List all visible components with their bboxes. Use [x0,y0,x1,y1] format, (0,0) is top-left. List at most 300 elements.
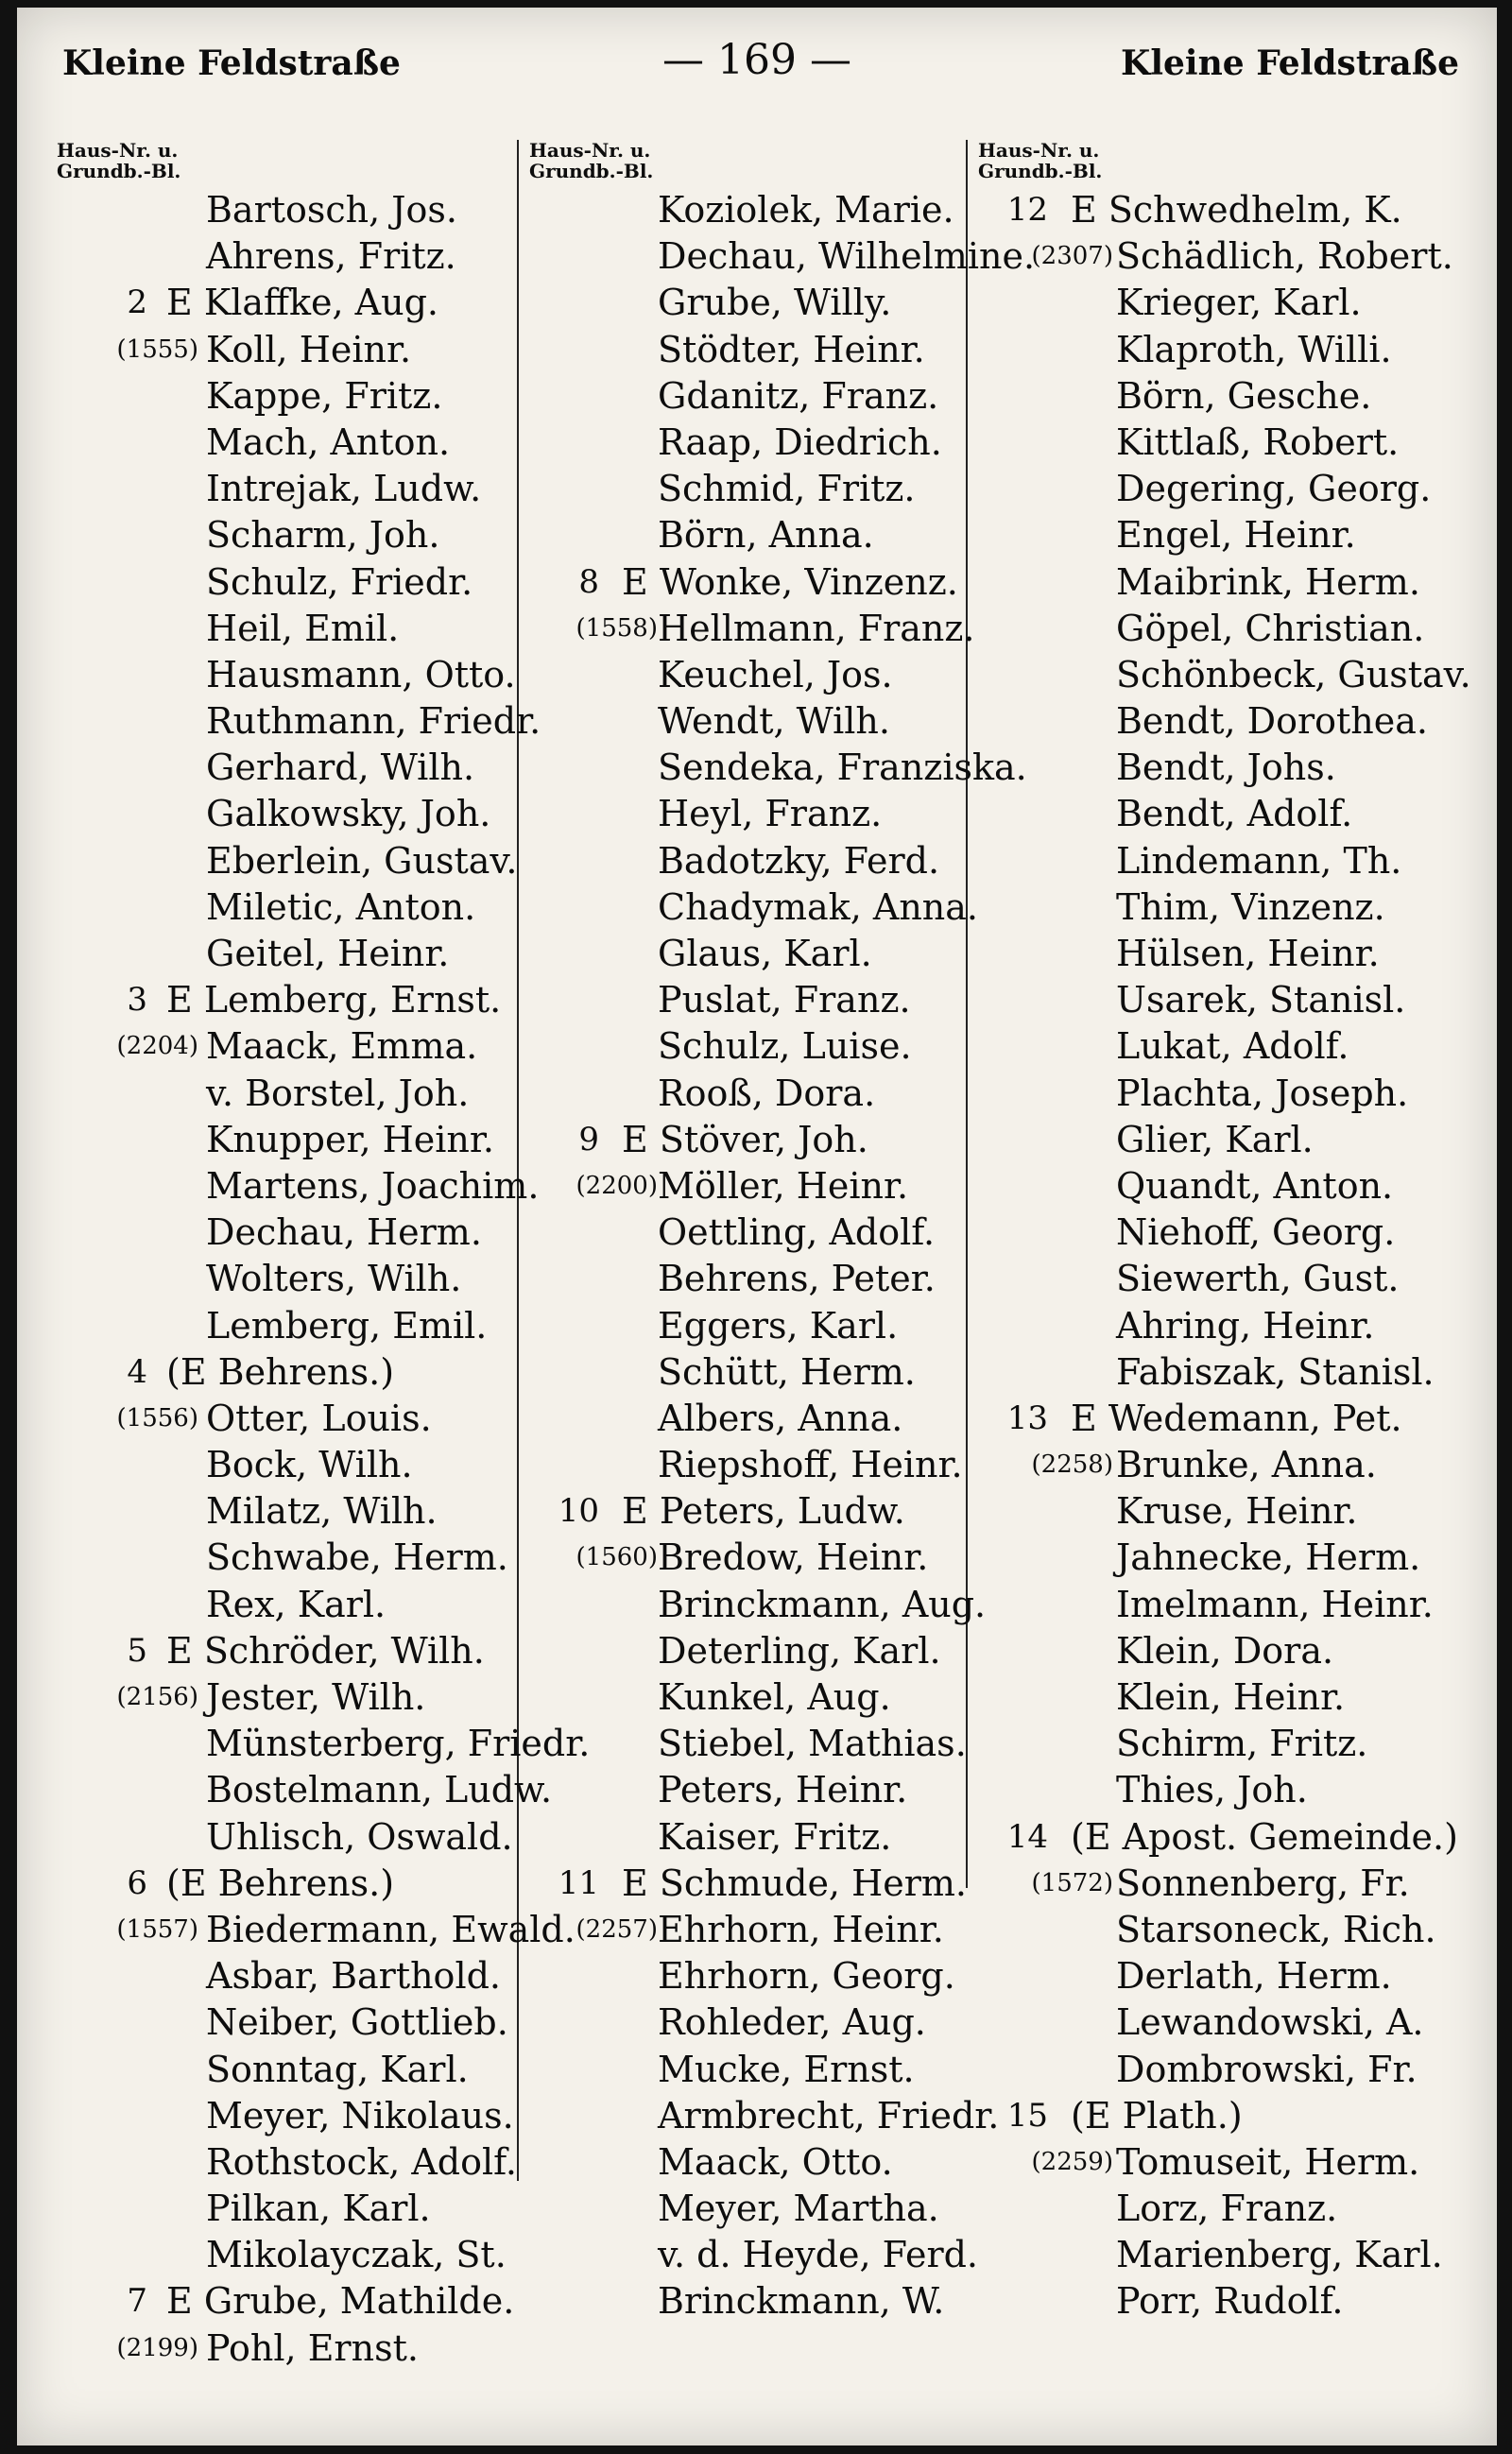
directory-row [967,2186,1477,2232]
column-heading-line1: Haus-Nr. u. [57,139,179,162]
directory-row [518,1442,990,1488]
directory-row [967,1256,1477,1302]
directory-row [45,1163,540,1210]
resident-name: Schirm, Fritz. [1116,1723,1368,1765]
directory-row [967,1953,1477,1999]
directory-row [967,373,1477,420]
directory-row [967,187,1477,233]
resident-name: Kruse, Heinr. [1116,1490,1358,1533]
resident-name: Rothstock, Adolf. [206,2140,517,2183]
resident-name: Bostelmann, Ludw. [206,1769,553,1811]
resident-name: Kaiser, Fritz. [658,1815,892,1858]
resident-name: Eberlein, Gustav. [206,839,518,882]
directory-row [518,931,990,977]
directory-row [967,1023,1477,1070]
directory-row [518,420,990,466]
resident-name: Starsoneck, Rich. [1116,1908,1436,1950]
land-register-number: (1555) [116,335,198,364]
resident-name: Asbar, Barthold. [206,1955,501,1998]
directory-row [518,512,990,558]
directory-row [518,2186,990,2232]
resident-name: Schädlich, Robert. [1116,235,1453,278]
resident-name: Möller, Heinr. [658,1164,909,1207]
directory-row [967,698,1477,745]
directory-row [967,884,1477,931]
resident-name: Eggers, Karl. [658,1304,899,1347]
directory-row [518,1349,990,1396]
directory-row [967,1535,1477,1581]
owner-entry: E Schmude, Herm. [622,1862,967,1904]
directory-row [518,373,990,420]
resident-name: Porr, Rudolf. [1116,2280,1344,2323]
directory-row [967,931,1477,977]
owner-entry: E Stöver, Joh. [622,1118,868,1160]
resident-name: Maibrink, Herm. [1116,560,1420,603]
resident-name: Ehrhorn, Heinr. [658,1908,944,1950]
directory-row [967,1442,1477,1488]
directory-row [518,2232,990,2278]
resident-name: Riepshoff, Heinr. [658,1444,963,1486]
land-register-number: (1556) [116,1403,198,1433]
directory-row [45,606,537,652]
resident-name: Sonnenberg, Fr. [1116,1862,1410,1904]
resident-name: Gdanitz, Franz. [658,374,939,417]
entry-list [967,187,1477,2325]
directory-row [45,1535,537,1581]
directory-row [967,2139,1477,2186]
resident-name: Grube, Willy. [658,282,892,324]
directory-row [45,2232,537,2278]
resident-name: Hellmann, Franz. [658,607,975,649]
resident-name: Göpel, Christian. [1116,607,1425,649]
owner-entry: E Schröder, Wilh. [166,1629,485,1672]
resident-name: Brunke, Anna. [1116,1444,1377,1486]
resident-name: Schulz, Friedr. [206,560,473,603]
resident-name: Rohleder, Aug. [658,2001,926,2044]
resident-name: Ahrens, Fritz. [206,235,456,278]
resident-name: Milatz, Wilh. [206,1490,438,1533]
directory-row [45,1953,537,1999]
resident-name: Sonntag, Karl. [206,2048,469,2090]
directory-row [45,2093,537,2139]
directory-row [45,1861,537,1907]
resident-name: Miletic, Anton. [206,885,476,928]
directory-row [45,373,537,420]
resident-name: Heil, Emil. [206,607,400,649]
resident-name: Deterling, Karl. [658,1629,941,1672]
directory-row [967,606,1477,652]
resident-name: Intrejak, Ludw. [206,468,482,510]
resident-name: Meyer, Nikolaus. [206,2094,514,2137]
resident-name: v. d. Heyde, Ferd. [658,2234,979,2276]
house-number: 3 [127,981,147,1020]
column-heading-line1: Haus-Nr. u. [529,139,651,162]
directory-row [518,1535,990,1581]
house-number: 12 [1006,191,1048,229]
directory-row [45,1071,537,1117]
directory-row [45,280,537,326]
directory-row [518,1210,990,1256]
resident-name: Raap, Diedrich. [658,420,942,463]
directory-row [45,1582,537,1628]
owner-entry: E Grube, Mathilde. [166,2280,515,2323]
directory-row [45,2047,537,2093]
resident-name: Biedermann, Ewald. [206,1908,576,1950]
directory-row [518,1674,990,1721]
directory-row [518,233,1036,280]
resident-name: Mach, Anton. [206,420,451,463]
directory-row [967,1163,1477,1210]
directory-row [967,1582,1477,1628]
directory-row [518,187,990,233]
resident-name: Dechau, Wilhelmine. [658,235,1036,278]
directory-row [967,280,1477,326]
owner-entry: (E Behrens.) [166,1862,395,1904]
directory-row [967,1907,1477,1953]
directory-row [518,1582,990,1628]
resident-name: Klein, Dora. [1116,1629,1334,1672]
resident-name: Plachta, Joseph. [1116,1072,1409,1114]
directory-row [518,2139,990,2186]
directory-row [518,745,1027,791]
directory-row [518,791,990,837]
resident-name: Schütt, Herm. [658,1350,916,1393]
directory-row [967,1721,1477,1767]
land-register-number: (1558) [576,613,658,643]
resident-name: Thies, Joh. [1116,1769,1308,1811]
directory-row [967,1210,1477,1256]
house-number: 10 [558,1492,599,1531]
resident-name: Koll, Heinr. [206,328,412,370]
directory-row [45,1442,537,1488]
resident-name: Brinckmann, Aug. [658,1583,987,1625]
directory-row [45,1814,537,1861]
directory-row [518,280,990,326]
resident-name: Jester, Wilh. [206,1676,426,1718]
resident-name: Stiebel, Mathias. [658,1723,967,1765]
directory-row [45,1907,576,1953]
directory-row [967,1628,1477,1674]
resident-name: Scharm, Joh. [206,514,440,557]
land-register-number: (2156) [116,1683,198,1711]
directory-row [518,977,990,1023]
owner-entry: E Schwedhelm, K. [1071,189,1402,231]
resident-name: Siewerth, Gust. [1116,1258,1400,1300]
resident-name: Uhlisch, Oswald. [206,1815,513,1858]
land-register-number: (2204) [116,1032,198,1061]
directory-row [45,745,537,791]
resident-name: Lukat, Adolf. [1116,1025,1349,1068]
directory-row [45,2278,537,2325]
directory-row [45,652,537,698]
directory-row [45,2186,537,2232]
directory-row [45,233,537,280]
resident-name: Fabiszak, Stanisl. [1116,1350,1435,1393]
directory-row [45,1210,537,1256]
directory-row [45,931,537,977]
directory-row [967,233,1477,280]
directory-page [17,8,1497,2445]
resident-name: Sendeka, Franziska. [658,746,1027,789]
resident-name: Neiber, Gottlieb. [206,2001,508,2044]
directory-row [518,1117,990,1163]
directory-row [518,698,990,745]
owner-entry: (E Apost. Gemeinde.) [1071,1815,1458,1858]
column-heading-line2: Grundb.-Bl. [978,160,1103,182]
resident-name: Ahring, Heinr. [1116,1304,1375,1347]
resident-name: Lemberg, Emil. [206,1304,488,1347]
resident-name: Glier, Karl. [1116,1118,1314,1160]
directory-row [45,327,537,373]
resident-name: Schwabe, Herm. [206,1536,508,1579]
directory-row [45,1488,537,1535]
resident-name: Hausmann, Otto. [206,653,516,695]
column-heading [518,140,990,187]
directory-row [518,1163,990,1210]
resident-name: Derlath, Herm. [1116,1955,1392,1998]
directory-row [45,1117,537,1163]
directory-row [967,1767,1477,1813]
directory-row [518,327,990,373]
resident-name: Quandt, Anton. [1116,1164,1394,1207]
resident-name: Kittlaß, Robert. [1116,420,1400,463]
house-number: 6 [127,1863,147,1902]
directory-row [967,2278,1477,2325]
directory-row [967,512,1477,558]
owner-entry: E Klaffke, Aug. [166,282,439,324]
directory-row [967,2093,1477,2139]
directory-row [518,1023,990,1070]
directory-row [967,791,1477,837]
directory-row [967,559,1477,606]
directory-row [967,1814,1477,1861]
house-number: 2 [127,283,147,322]
resident-name: Galkowsky, Joh. [206,793,491,835]
directory-row [518,2047,990,2093]
resident-name: Armbrecht, Friedr. [658,2094,1000,2137]
column-heading-line2: Grundb.-Bl. [57,160,181,182]
resident-name: Dechau, Herm. [206,1211,482,1254]
directory-row [967,1999,1477,2046]
owner-entry: E Peters, Ludw. [622,1490,905,1533]
resident-name: Lorz, Franz. [1116,2188,1338,2230]
resident-name: v. Borstel, Joh. [206,1072,470,1114]
resident-name: Börn, Anna. [658,514,874,557]
column-heading [45,140,537,187]
resident-name: Thim, Vinzenz. [1116,885,1385,928]
resident-name: Bendt, Adolf. [1116,793,1353,835]
resident-name: Niehoff, Georg. [1116,1211,1396,1254]
land-register-number: (1572) [1031,1868,1113,1897]
resident-name: Maack, Emma. [206,1025,478,1068]
resident-name: Geitel, Heinr. [206,933,450,974]
directory-row [518,606,990,652]
directory-row [45,1721,591,1767]
directory-row [518,1999,990,2046]
resident-name: Stödter, Heinr. [658,328,925,370]
directory-row [45,559,537,606]
resident-name: Klein, Heinr. [1116,1676,1346,1718]
resident-name: Badotzky, Ferd. [658,839,940,882]
directory-row [967,2232,1477,2278]
directory-row [45,2139,537,2186]
owner-entry: E Wonke, Vinzenz. [622,560,958,603]
land-register-number: (2257) [576,1914,658,1944]
resident-name: Schönbeck, Gustav. [1116,653,1471,695]
resident-name: Knupper, Heinr. [206,1118,494,1160]
directory-row [45,1023,537,1070]
owner-entry: E Lemberg, Ernst. [166,979,502,1021]
resident-name: Pilkan, Karl. [206,2188,431,2230]
land-register-number: (2259) [1031,2147,1113,2176]
directory-row [45,977,537,1023]
resident-name: Bartosch, Jos. [206,189,457,231]
column-3 [967,140,1477,2417]
resident-name: Rooß, Dora. [658,1072,876,1114]
land-register-number: (2258) [1031,1450,1113,1480]
resident-name: Albers, Anna. [658,1397,903,1439]
resident-name: Börn, Gesche. [1116,374,1372,417]
resident-name: Lindemann, Th. [1116,839,1402,882]
directory-row [518,838,990,884]
directory-row [518,1303,990,1349]
resident-name: Schulz, Luise. [658,1025,912,1068]
resident-name: Glaus, Karl. [658,933,872,974]
directory-row [967,652,1477,698]
resident-name: Otter, Louis. [206,1397,432,1439]
resident-name: Heyl, Franz. [658,793,883,835]
resident-name: Bendt, Johs. [1116,746,1336,789]
resident-name: Hülsen, Heinr. [1116,933,1380,974]
land-register-number: (1560) [576,1543,658,1572]
resident-name: Chadymak, Anna. [658,885,978,928]
resident-name: Dombrowski, Fr. [1116,2048,1418,2090]
house-number: 14 [1006,1817,1048,1856]
resident-name: Wolters, Wilh. [206,1258,462,1300]
resident-name: Klaproth, Willi. [1116,328,1392,370]
house-number: 4 [127,1352,147,1391]
running-header-left: Kleine Feldstraße [62,43,401,83]
directory-row [518,1256,990,1302]
directory-row [45,1999,537,2046]
house-number: 5 [127,1631,147,1670]
house-number: 15 [1006,2096,1048,2135]
resident-name: Rex, Karl. [206,1583,387,1625]
resident-name: Behrens, Peter. [658,1258,936,1300]
resident-name: Kunkel, Aug. [658,1676,891,1718]
directory-row [45,1396,537,1442]
directory-row [45,698,541,745]
page-number: — 169 — [662,36,851,84]
directory-row [967,838,1477,884]
directory-row [45,1628,537,1674]
resident-name: Bendt, Dorothea. [1116,700,1428,743]
directory-row [45,187,537,233]
resident-name: Jahnecke, Herm. [1116,1536,1421,1579]
directory-row [518,1861,990,1907]
directory-row [967,420,1477,466]
house-number: 11 [558,1863,599,1902]
directory-row [45,420,537,466]
directory-row [45,1767,553,1813]
directory-row [967,466,1477,512]
directory-row [518,1628,990,1674]
resident-name: Tomuseit, Herm. [1116,2140,1420,2183]
directory-row [45,791,537,837]
directory-row [518,884,990,931]
owner-entry: E Wedemann, Pet. [1071,1397,1402,1439]
directory-row [518,1907,990,1953]
resident-name: Oettling, Adolf. [658,1211,936,1254]
directory-row [45,1303,537,1349]
directory-row [518,1488,990,1535]
directory-row [45,838,537,884]
resident-name: Münsterberg, Friedr. [206,1723,591,1765]
directory-row [967,1071,1477,1117]
directory-row [45,884,537,931]
column-heading-line2: Grundb.-Bl. [529,160,654,182]
directory-row [518,466,990,512]
directory-row [967,1349,1477,1396]
directory-row [518,1767,990,1813]
directory-row [45,1349,537,1396]
house-number: 9 [578,1120,599,1158]
resident-name: Lewandowski, A. [1116,2001,1424,2044]
resident-name: Kappe, Fritz. [206,374,443,417]
house-number: 7 [127,2282,147,2321]
directory-row [518,2278,990,2325]
directory-row [967,745,1477,791]
resident-name: Imelmann, Heinr. [1116,1583,1434,1625]
directory-row [518,2093,1000,2139]
house-number: 8 [578,562,599,601]
directory-row [518,1953,990,1999]
resident-name: Pohl, Ernst. [206,2326,419,2369]
directory-row [967,1303,1477,1349]
directory-row [967,1488,1477,1535]
resident-name: Wendt, Wilh. [658,700,890,743]
resident-name: Marienberg, Karl. [1116,2234,1443,2276]
resident-name: Maack, Otto. [658,2140,893,2183]
land-register-number: (1557) [116,1914,198,1944]
directory-row [45,2325,537,2372]
resident-name: Keuchel, Jos. [658,653,893,695]
directory-row [518,559,990,606]
resident-name: Ruthmann, Friedr. [206,700,541,743]
resident-name: Usarek, Stanisl. [1116,979,1406,1021]
directory-row [518,1396,990,1442]
directory-row [967,327,1477,373]
resident-name: Mucke, Ernst. [658,2048,915,2090]
resident-name: Mikolayczak, St. [206,2234,507,2276]
land-register-number: (2200) [576,1171,658,1200]
resident-name: Gerhard, Wilh. [206,746,475,789]
directory-row [967,1396,1477,1442]
directory-row [45,1256,537,1302]
directory-row [518,1814,990,1861]
directory-row [45,512,537,558]
resident-name: Brinckmann, W. [658,2280,945,2323]
resident-name: Koziolek, Marie. [658,189,954,231]
running-header-right: Kleine Feldstraße [1121,43,1459,83]
directory-row [45,466,537,512]
house-number: 13 [1006,1399,1048,1437]
owner-entry: (E Plath.) [1071,2094,1243,2137]
directory-row [518,1071,990,1117]
column-heading [967,140,1477,187]
resident-name: Puslat, Franz. [658,979,911,1021]
resident-name: Schmid, Fritz. [658,468,916,510]
